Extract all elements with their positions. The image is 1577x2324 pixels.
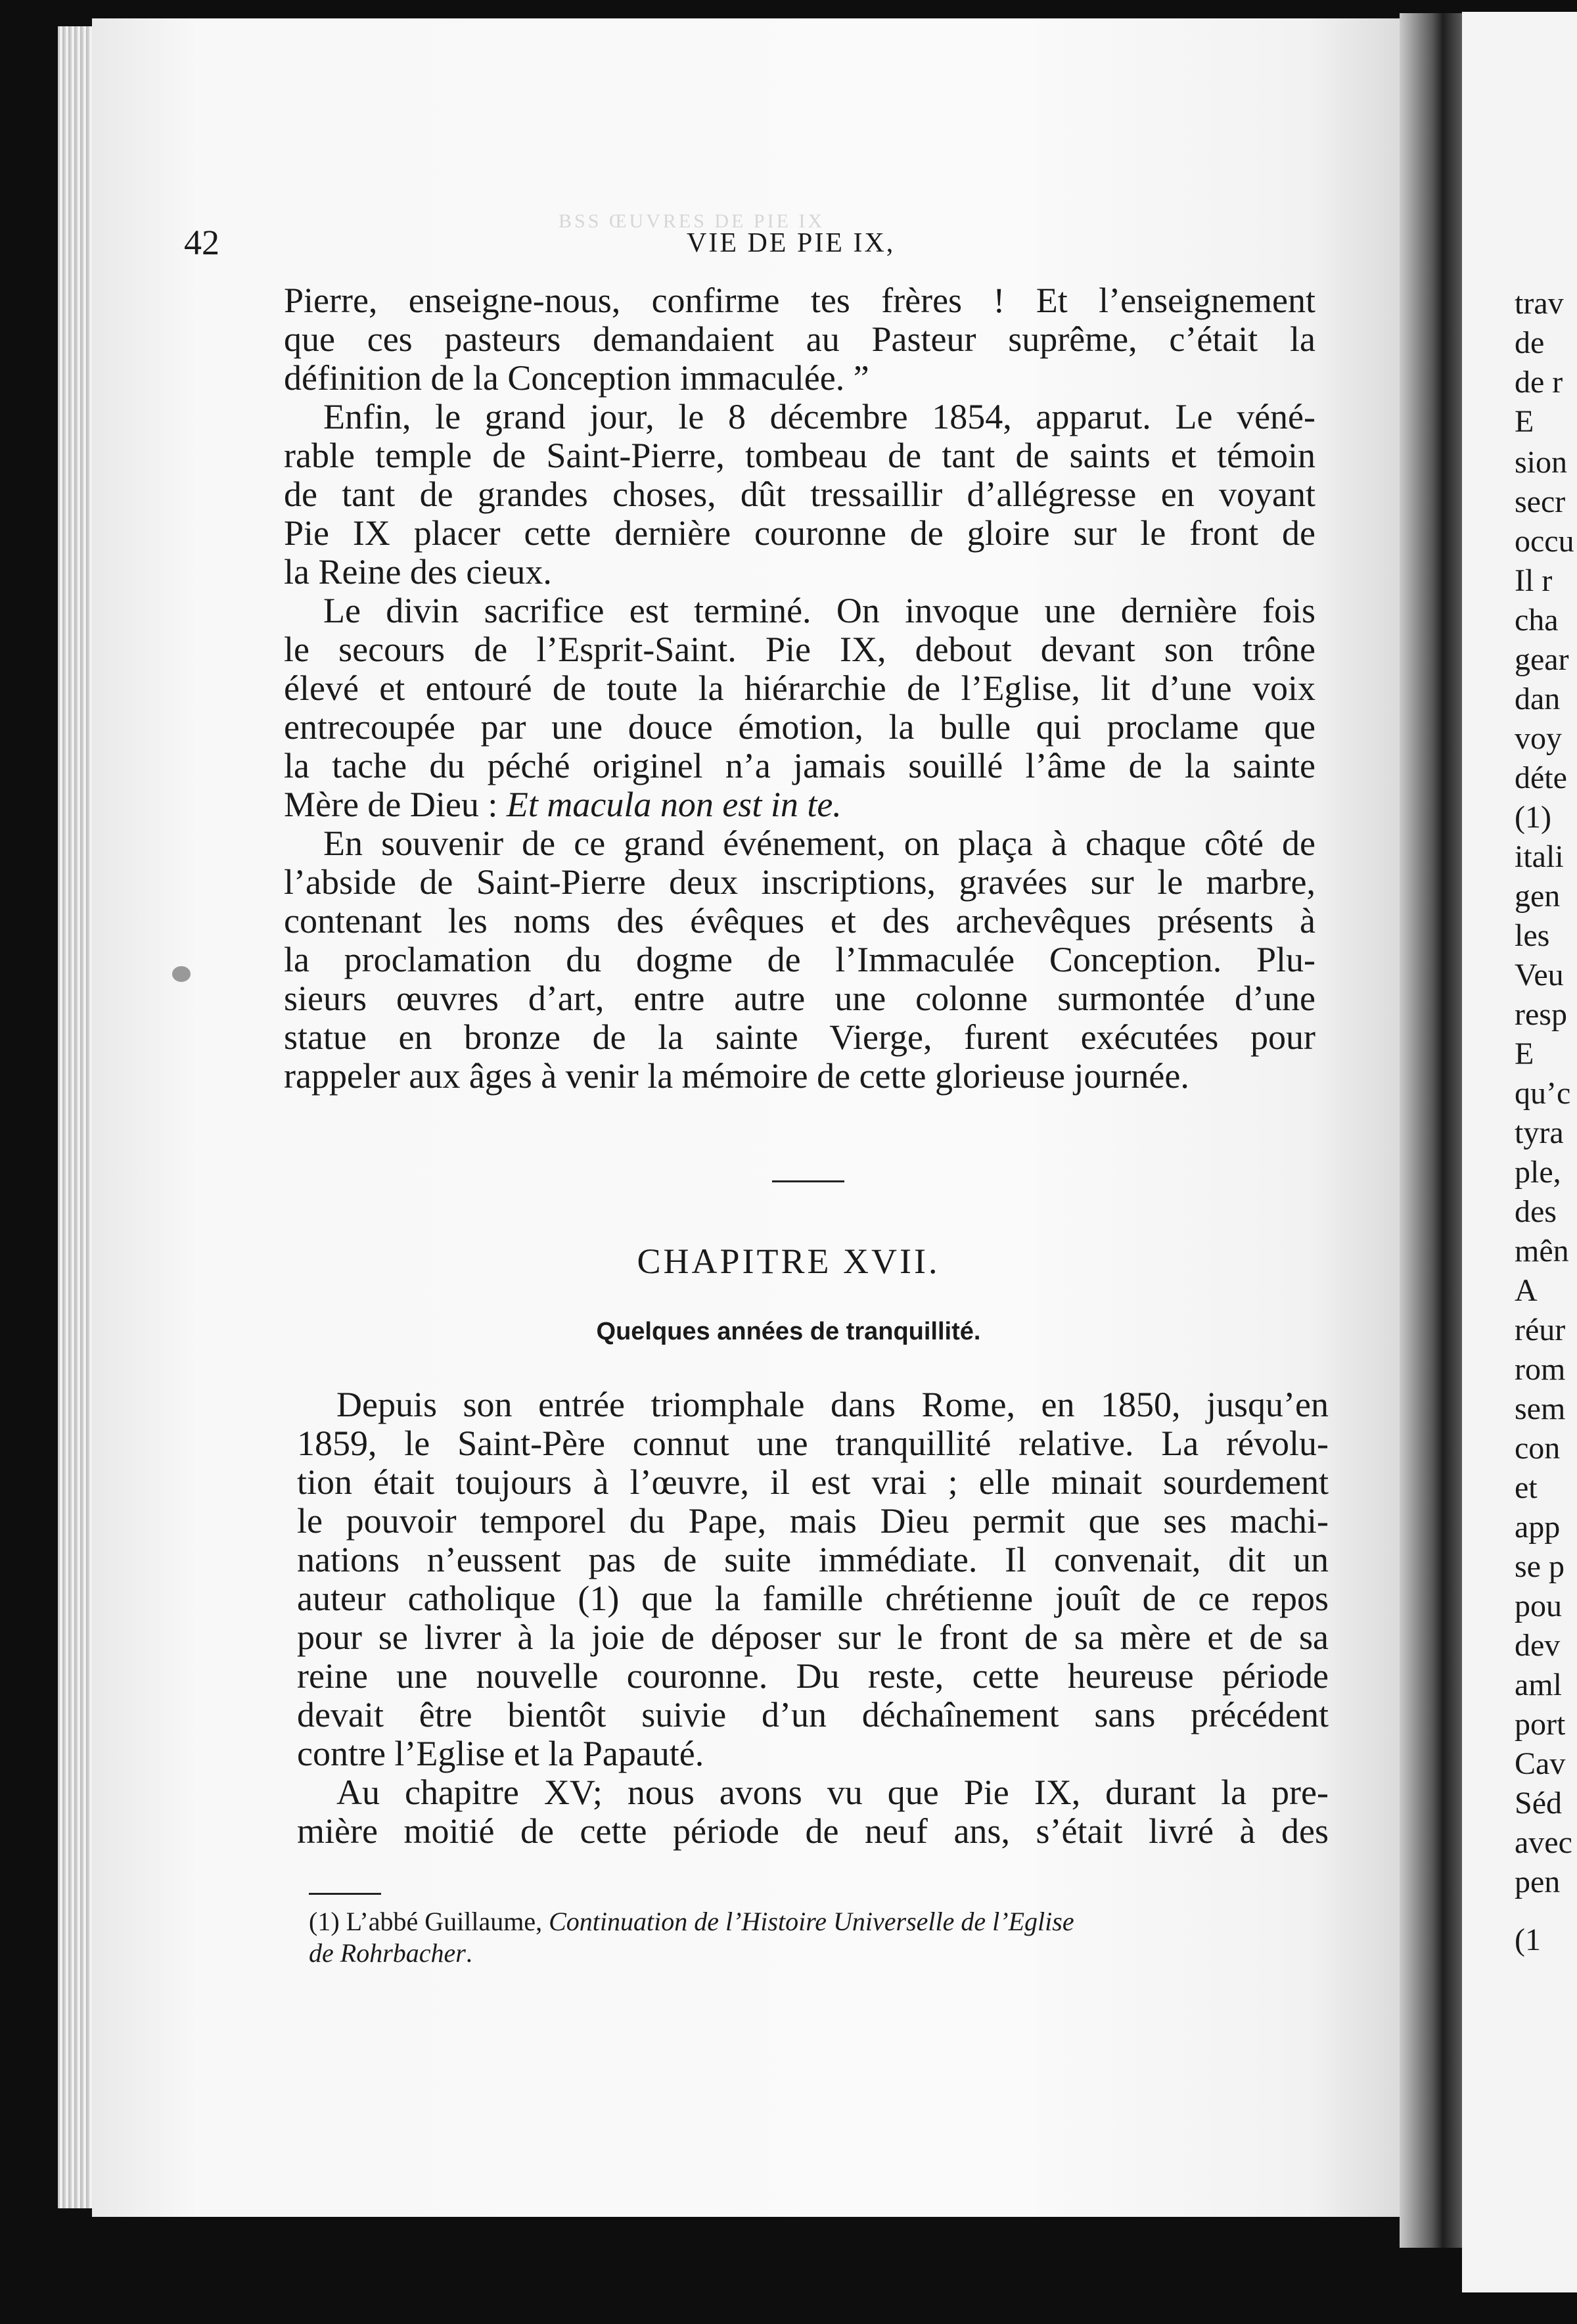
footnote-line [309, 1906, 1337, 1938]
text-line: Pie IX placer cette dernière couronne de gloire sur le front de [284, 513, 1315, 553]
text-line: nations n’eussent pas de suite immédiate. Il convenait, dit un [297, 1540, 1329, 1579]
text-block-lower [297, 1385, 1329, 1851]
paragraph-3 [284, 592, 1315, 824]
facing-text-fragment: Veu [1515, 958, 1564, 992]
facing-text-fragment: ple, [1515, 1155, 1561, 1190]
text-line: Enfin, le grand jour, le 8 décembre 1854, apparut. Le véné- [323, 397, 1315, 436]
text-line: rable temple de Saint-Pierre, tombeau de tant de saints et témoin [284, 436, 1315, 475]
text-line: que ces pasteurs demandaient au Pasteur suprême, c’était la [284, 319, 1315, 359]
facing-text-fragment: déte [1515, 760, 1567, 795]
footnote-line [309, 1938, 1337, 1969]
page-stack-edge [58, 26, 97, 2208]
text-block-upper [284, 281, 1315, 1096]
facing-text-fragment: gen [1515, 879, 1561, 914]
facing-text-fragment: Il r [1515, 563, 1553, 598]
facing-text-fragment: réur [1515, 1313, 1566, 1347]
text-line: contre l’Eglise et la Papauté. [297, 1734, 704, 1773]
text-line: Le divin sacrifice est terminé. On invoque une dernière fois [323, 591, 1315, 630]
text-run: Mère de Dieu : [284, 785, 507, 824]
latin-quote: Et macula non est in te. [506, 785, 842, 824]
text-line: Pierre, enseigne-nous, confirme tes frères ! Et l’enseignement [284, 281, 1315, 320]
text-line: En souvenir de ce grand événement, on plaça à chaque côté de [323, 824, 1315, 863]
facing-text-fragment: occu [1515, 524, 1574, 559]
section-divider [772, 1180, 844, 1182]
facing-text-fragment: A [1515, 1273, 1538, 1308]
facing-text-fragment: aml [1515, 1667, 1562, 1702]
footnote-title-cont: de Rohrbacher [309, 1938, 466, 1968]
paragraph-1 [284, 281, 1315, 398]
text-line: contenant les noms des évêques et des archevêques présents à [284, 901, 1315, 941]
facing-text-fragment: port [1515, 1707, 1566, 1742]
text-line: le pouvoir temporel du Pape, mais Dieu permit que ses machi- [297, 1501, 1329, 1541]
bleed-through-text: BSS ŒUVRES DE PIE IX [559, 210, 825, 232]
text-line: devait être bientôt suivie d’un déchaînement sans précédent [297, 1695, 1329, 1734]
chapter-subtitle: Quelques années de tranquillité. [596, 1318, 981, 1345]
facing-text-fragment: pen [1515, 1865, 1561, 1899]
facing-text-fragment: (1 [1515, 1922, 1541, 1957]
running-header [0, 222, 1577, 268]
facing-text-fragment: de r [1515, 365, 1563, 400]
facing-text-fragment: qu’c [1515, 1076, 1571, 1111]
text-line: la Reine des cieux. [284, 552, 552, 592]
facing-text-fragment: rom [1515, 1352, 1566, 1387]
text-line: auteur catholique (1) que la famille chrétienne jouît de ce repos [297, 1579, 1329, 1618]
facing-text-fragment: dan [1515, 682, 1561, 716]
facing-text-fragment: con [1515, 1431, 1561, 1466]
footnote-divider [309, 1893, 381, 1895]
page-number: 42 [184, 223, 219, 262]
text-line: reine une nouvelle couronne. Du reste, cette heureuse période [297, 1656, 1329, 1696]
text-line: Au chapitre XV; nous avons vu que Pie IX, durant la pre- [336, 1773, 1329, 1812]
text-line: la tache du péché originel n’a jamais souillé l’âme de la sainte [284, 746, 1315, 785]
facing-text-fragment: sem [1515, 1391, 1566, 1426]
facing-page-fragment [1462, 12, 1577, 2292]
text-line: entrecoupée par une douce émotion, la bulle qui proclame que [284, 707, 1315, 747]
facing-text-fragment: pou [1515, 1589, 1562, 1623]
facing-text-fragment: resp [1515, 997, 1567, 1032]
paragraph-2 [284, 398, 1315, 592]
facing-text-fragment: les [1515, 918, 1550, 953]
text-line: élevé et entouré de toute la hiérarchie de l’Eglise, lit d’une voix [284, 668, 1315, 708]
facing-text-fragment: Séd [1515, 1786, 1562, 1821]
footnote [309, 1906, 1337, 1969]
text-line: rappeler aux âges à venir la mémoire de cette glorieuse journée. [284, 1056, 1189, 1096]
text-line: l’abside de Saint-Pierre deux inscriptions, gravées sur le marbre, [284, 862, 1315, 902]
text-line: mière moitié de cette période de neuf ans, s’était livré à des [297, 1811, 1329, 1851]
facing-text-fragment: itali [1515, 839, 1564, 874]
facing-text-fragment: app [1515, 1510, 1561, 1545]
facing-text-fragment: Cav [1515, 1746, 1566, 1781]
paper-speck [172, 966, 191, 982]
footnote-marker: (1) L’abbé Guillaume, [309, 1907, 549, 1936]
facing-text-fragment: des [1515, 1194, 1557, 1229]
facing-text-fragment: mên [1515, 1234, 1569, 1268]
facing-text-fragment: et [1515, 1470, 1538, 1505]
text-line: sieurs œuvres d’art, entre autre une colonne surmontée d’une [284, 979, 1315, 1018]
text-line: 1859, le Saint-Père connut une tranquillité relative. La révolu- [297, 1424, 1329, 1463]
paragraph-6 [297, 1773, 1329, 1851]
facing-text-fragment: de [1515, 325, 1545, 360]
text-line: Depuis son entrée triomphale dans Rome, en 1850, jusqu’en [336, 1385, 1329, 1424]
book-gutter [1400, 13, 1472, 2248]
text-line: pour se livrer à la joie de déposer sur le front de sa mère et de sa [297, 1617, 1329, 1657]
text-line: définition de la Conception immaculée. ” [284, 358, 869, 398]
text-line: le secours de l’Esprit-Saint. Pie IX, debout devant son trône [284, 630, 1315, 669]
chapter-title: CHAPITRE XVII. [637, 1242, 940, 1281]
footnote-end: . [465, 1938, 472, 1968]
facing-text-fragment: gear [1515, 642, 1569, 677]
text-line: statue en bronze de la sainte Vierge, furent exécutées pour [284, 1017, 1315, 1057]
running-title: VIE DE PIE IX, [687, 228, 896, 258]
facing-text-fragment: trav [1515, 286, 1564, 321]
facing-text-fragment: cha [1515, 603, 1559, 638]
facing-text-fragment: (1) [1515, 800, 1551, 835]
facing-text-fragment: tyra [1515, 1115, 1564, 1150]
text-line: tion était toujours à l’œuvre, il est vrai ; elle minait sourdement [297, 1462, 1329, 1502]
facing-text-fragment: sion [1515, 445, 1568, 480]
facing-text-fragment: se p [1515, 1549, 1565, 1584]
facing-text-fragment: E [1515, 1036, 1534, 1071]
facing-text-fragment: avec [1515, 1825, 1572, 1860]
facing-text-fragment: voy [1515, 721, 1562, 756]
paragraph-4 [284, 824, 1315, 1096]
text-line [284, 785, 1315, 824]
footnote-title: Continuation de l’Histoire Universelle de l’Eglise [549, 1907, 1074, 1936]
facing-text-fragment: secr [1515, 484, 1566, 519]
facing-text-fragment: E [1515, 404, 1534, 439]
paragraph-5 [297, 1385, 1329, 1773]
text-line: la proclamation du dogme de l’Immaculée Conception. Plu- [284, 940, 1315, 979]
text-line: de tant de grandes choses, dût tressaillir d’allégresse en voyant [284, 475, 1315, 514]
facing-text-fragment: dev [1515, 1628, 1561, 1663]
